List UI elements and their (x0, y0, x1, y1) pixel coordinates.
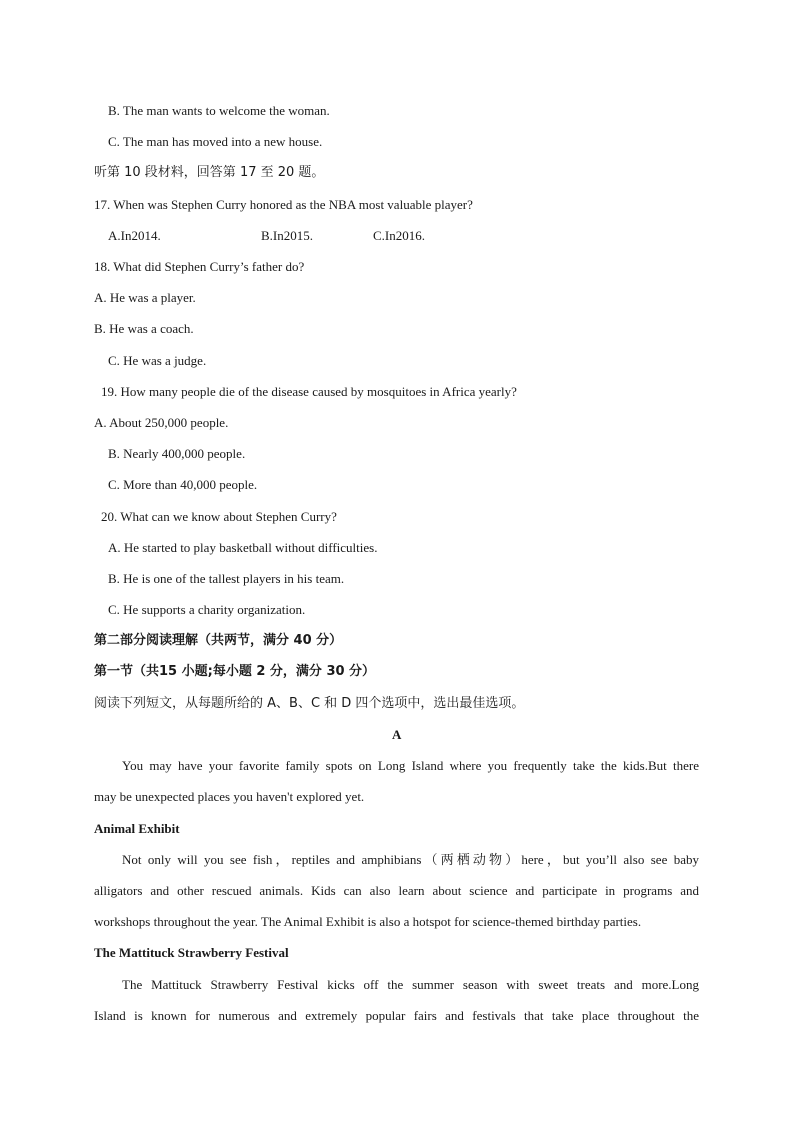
reading-part-title: 第二部分阅读理解（共两节，满分 40 分） (94, 633, 343, 648)
question-19-option-b: B. Nearly 400,000 people. (108, 446, 246, 461)
question-20-option-a: A. He started to play basketball without difficulties. (108, 540, 378, 555)
q16-option-c: C. The man has moved into a new house. (108, 134, 323, 149)
question-20-option-c: C. He supports a charity organization. (108, 602, 306, 617)
intro-line-1: You may have your favorite family spots on Long Island where you frequently take the kids.But there (122, 758, 699, 773)
para1-line-2: alligators and other rescued animals. Kids can also learn about science and participate in programs and (94, 883, 699, 898)
para2-line-1: The Mattituck Strawberry Festival kicks off the summer season with sweet treats and more.Long (122, 977, 699, 992)
question-19-option-a: A. About 250,000 people. (94, 415, 229, 430)
reading-section-title: 第一节（共15 小题;每小题 2 分，满分 30 分） (94, 664, 376, 679)
heading-animal-exhibit: Animal Exhibit (94, 821, 180, 836)
intro-line-2: may be unexpected places you haven't explored yet. (94, 789, 365, 804)
para2-line-2: Island is known for numerous and extremely popular fairs and festivals that take place throughout the (94, 1008, 699, 1023)
heading-strawberry-festival: The Mattituck Strawberry Festival (94, 945, 289, 960)
q16-option-b: B. The man wants to welcome the woman. (108, 103, 330, 118)
reading-instruction: 阅读下列短文，从每题所给的 A、B、C 和 D 四个选项中，选出最佳选项。 (94, 696, 525, 711)
question-18-option-c: C. He was a judge. (108, 353, 207, 368)
question-19-option-c: C. More than 40,000 people. (108, 477, 258, 492)
para1-line-1: Not only will you see fish，reptiles and amphibians（两栖动物）here，but you’ll also see baby (122, 852, 699, 867)
question-17-option-a: A.In2014. (108, 228, 161, 243)
para1-line-3: workshops throughout the year. The Animal Exhibit is also a hotspot for science-themed birthday parties. (94, 914, 642, 929)
passage-label: A (392, 727, 402, 742)
question-18-option-b: B. He was a coach. (94, 321, 194, 336)
question-17-stem: 17. When was Stephen Curry honored as the NBA most valuable player? (94, 197, 473, 212)
question-18-option-a: A. He was a player. (94, 290, 196, 305)
listening-section-instruction: 听第 10 段材料，回答第 17 至 20 题。 (94, 165, 325, 180)
question-17-option-c: C.In2016. (373, 228, 425, 243)
question-18-stem: 18. What did Stephen Curry’s father do? (94, 259, 305, 274)
question-20-stem: 20. What can we know about Stephen Curry? (101, 509, 337, 524)
question-19-stem: 19. How many people die of the disease caused by mosquitoes in Africa yearly? (101, 384, 517, 399)
question-20-option-b: B. He is one of the tallest players in his team. (108, 571, 345, 586)
question-17-option-b: B.In2015. (261, 228, 313, 243)
